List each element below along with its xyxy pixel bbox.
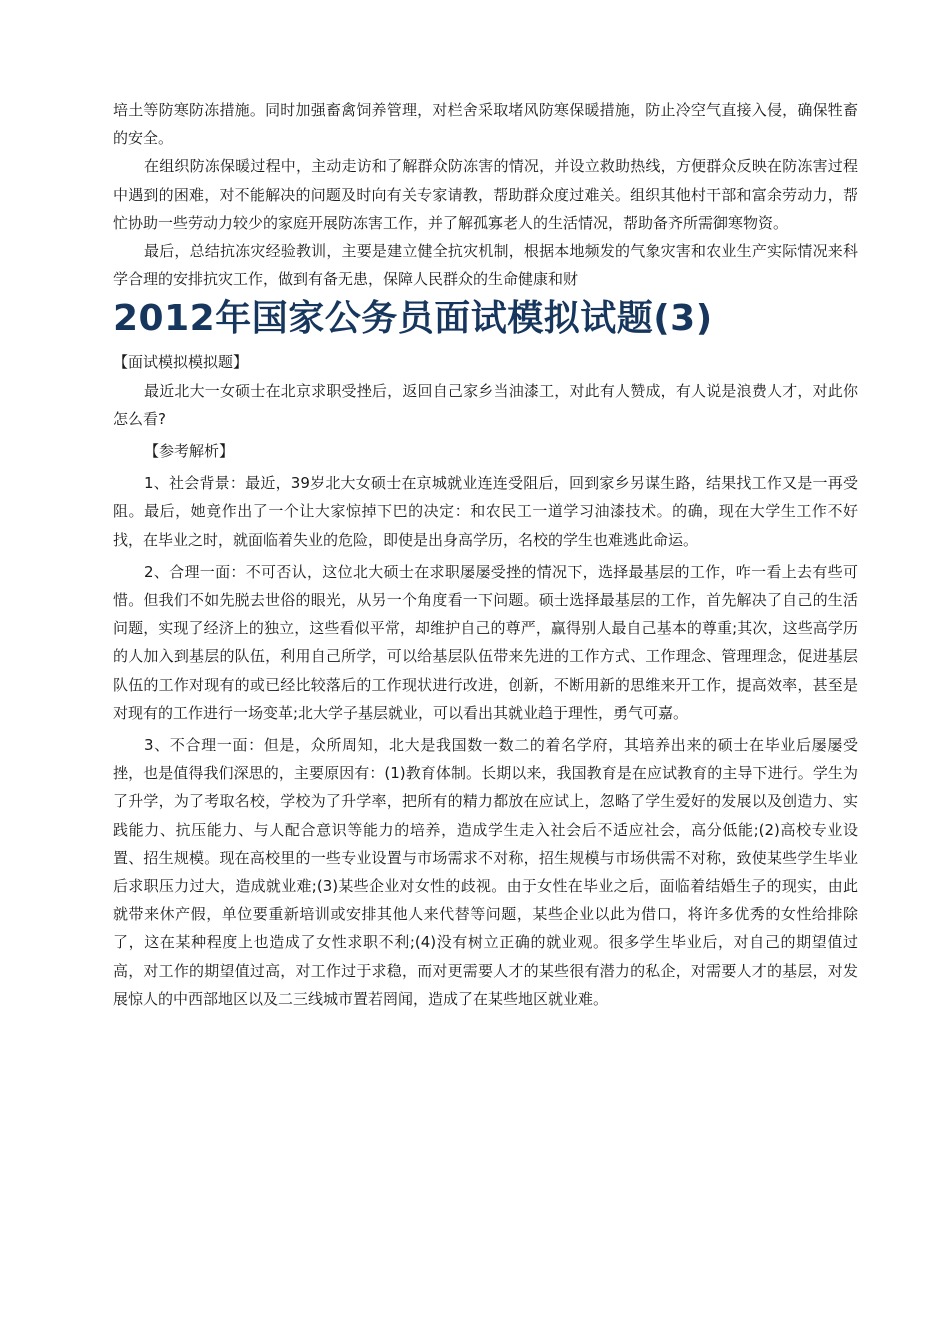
question-label: 【面试模拟模拟题】	[113, 353, 249, 372]
document-title: 2012年国家公务员面试模拟试题(3)	[113, 298, 713, 340]
document-page	[113, 96, 858, 1013]
prev-section-paragraph-2: 在组织防冻保暖过程中，主动走访和了解群众防冻害的情况，并设立救助热线，方便群众反映在防冻害过程中遇到的困难，对不能解决的问题及时向有关专家请教，帮助群众度过难关。组织其他村干部和富余劳动力，帮忙协助一些劳动力较少的家庭开展防冻害工作，并了解孤寡老人的生活情况，帮助备齐所需御寒物资。	[113, 157, 858, 232]
prev-section-paragraph-3: 最后，总结抗冻灾经验教训，主要是建立健全抗灾机制，根据本地频发的气象灾害和农业生产实际情况来科学合理的安排抗灾工作，做到有备无患，保障人民群众的生命健康和财	[113, 242, 858, 289]
prev-section-paragraph-1: 培土等防寒防冻措施。同时加强畜禽饲养管理，对栏舍采取堵风防寒保暖措施，防止冷空气直接入侵，确保牲畜的安全。	[113, 101, 858, 148]
answer-label: 【参考解析】	[144, 442, 235, 461]
answer-paragraph-1: 1、社会背景：最近，39岁北大女硕士在京城就业连连受阻后，回到家乡另谋生路，结果找工作又是一再受阻。最后，她竟作出了一个让大家惊掉下巴的决定：和农民工一道学习油漆技术。的确，现在大学生工作不好找，在毕业之时，就面临着失业的危险，即使是出身高学历，名校的学生也难逃此命运。	[113, 474, 858, 549]
question-text: 最近北大一女硕士在北京求职受挫后，返回自己家乡当油漆工，对此有人赞成，有人说是浪费人才，对此你怎么看?	[113, 381, 858, 428]
answer-paragraph-3: 3、不合理一面：但是，众所周知，北大是我国数一数二的着名学府，其培养出来的硕士在毕业后屡屡受挫，也是值得我们深思的，主要原因有：(1)教育体制。长期以来，我国教育是在应试教育的主导下进行。学生为了升学，为了考取名校，学校为了升学率，把所有的精力都放在应试上，忽略了学生爱好的发展以及创造力、实践能力、抗压能力、与人配合意识等能力的培养，造成学生走入社会后不适应社会，高分低能;(2)高校专业设置、招生规模。现在高校里的一些专业设置与市场需求不对称，招生规模与市场供需不对称，致使某些学生毕业后求职压力过大，造成就业难;(3)某些企业对女性的歧视。由于女性在毕业之后，面临着结婚生子的现实，由此就带来休产假，单位要重新培训或安排其他人来代替等问题，某些企业以此为借口，将许多优秀的女性给排除了，这在某种程度上也造成了女性求职不利;(4)没有树立正确的就业观。很多学生毕业后，对自己的期望值过高，对工作的期望值过高，对工作过于求稳，而对更需要人才的某些很有潜力的私企，对需要人才的基层，对发展惊人的中西部地区以及二三线城市置若罔闻，造成了在某些地区就业难。	[113, 736, 858, 1008]
answer-paragraph-2: 2、合理一面：不可否认，这位北大硕士在求职屡屡受挫的情况下，选择最基层的工作，咋一看上去有些可惜。但我们不如先脱去世俗的眼光，从另一个角度看一下问题。硕士选择最基层的工作，首先解决了自己的生活问题，实现了经济上的独立，这些看似平常，却维护自己的尊严，赢得别人最自己基本的尊重;其次，这些高学历的人加入到基层的队伍，利用自己所学，可以给基层队伍带来先进的工作方式、工作理念、管理理念，促进基层队伍的工作对现有的或已经比较落后的工作现状进行改进，创新，不断用新的思维来开工作，提高效率，甚至是对现有的工作进行一场变革;北大学子基层就业，可以看出其就业趋于理性，勇气可嘉。	[113, 562, 858, 722]
